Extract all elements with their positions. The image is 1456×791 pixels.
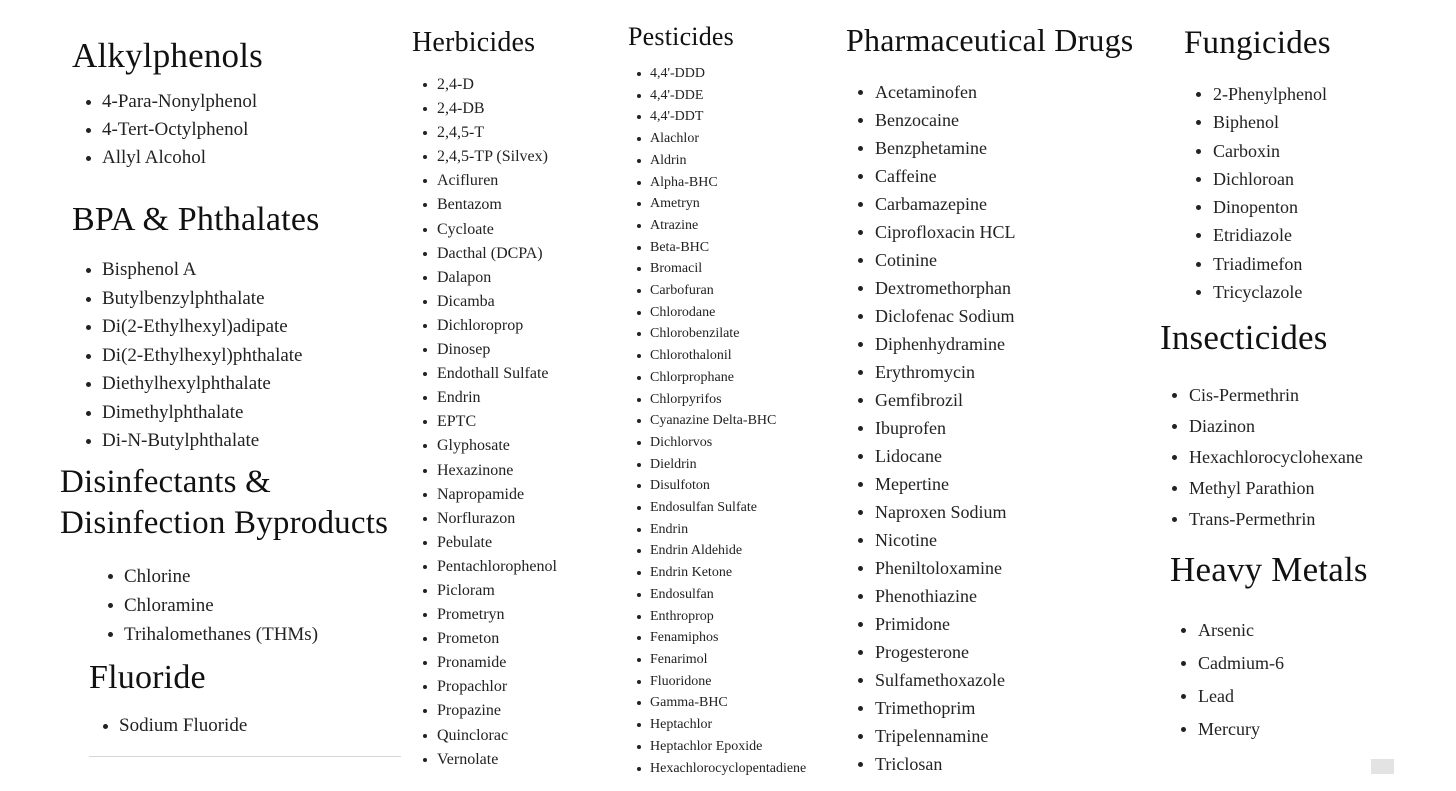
divider xyxy=(89,756,401,757)
list-item: Napropamide xyxy=(437,483,557,507)
contaminant-list xyxy=(119,712,247,740)
list-item: 2,4,5-T xyxy=(437,121,557,145)
list-item: Nicotine xyxy=(875,526,1133,554)
list-item: Fenarimol xyxy=(650,649,806,671)
list-item: Endrin xyxy=(437,386,557,410)
list-item: Alpha-BHC xyxy=(650,172,806,194)
list-item: Allyl Alcohol xyxy=(102,144,263,172)
list-item: 4,4'-DDE xyxy=(650,85,806,107)
section-insecticides xyxy=(1160,318,1363,535)
list-item: Gamma-BHC xyxy=(650,692,806,714)
list-item: Lead xyxy=(1198,680,1368,713)
list-item: Bentazom xyxy=(437,193,557,217)
list-item: 2,4,5-TP (Silvex) xyxy=(437,145,557,169)
list-item: Dimethylphthalate xyxy=(102,399,320,428)
list-item: Chlorodane xyxy=(650,302,806,324)
list-item: Butylbenzylphthalate xyxy=(102,285,320,314)
list-item: Alachlor xyxy=(650,128,806,150)
list-item: Acifluren xyxy=(437,169,557,193)
list-item: Atrazine xyxy=(650,215,806,237)
section-herbicides xyxy=(412,26,557,772)
list-item: Heptachlor Epoxide xyxy=(650,736,806,758)
list-item: Chlorprophane xyxy=(650,367,806,389)
list-item: Trihalomethanes (THMs) xyxy=(124,620,388,649)
list-item: Prometryn xyxy=(437,603,557,627)
list-item: Endothall Sulfate xyxy=(437,362,557,386)
list-item: Ametryn xyxy=(650,193,806,215)
list-item: Hexachlorocyclopentadiene xyxy=(650,758,806,780)
section-title-line-2: Disinfection Byproducts xyxy=(60,505,389,541)
list-item: Trimethoprim xyxy=(875,694,1133,722)
list-item: Disulfoton xyxy=(650,475,806,497)
list-item: 2-Phenylphenol xyxy=(1213,80,1331,108)
list-item: Primidone xyxy=(875,610,1133,638)
section-fungicides xyxy=(1184,24,1331,306)
section-title: Insecticides xyxy=(1160,318,1328,357)
list-item: Prometon xyxy=(437,627,557,651)
list-item: Carbamazepine xyxy=(875,190,1133,218)
section-title: Fungicides xyxy=(1184,25,1331,61)
list-item: Chlorine xyxy=(124,562,388,591)
list-item: Sodium Fluoride xyxy=(119,712,247,740)
list-item: 2,4-D xyxy=(437,73,557,97)
section-title: Fluoride xyxy=(89,659,206,696)
section-bpa-phthalates xyxy=(72,200,320,456)
list-item: Lidocane xyxy=(875,442,1133,470)
list-item: Propazine xyxy=(437,699,557,723)
list-item: Di(2-Ethylhexyl)phthalate xyxy=(102,342,320,371)
section-pesticides xyxy=(628,22,806,779)
list-item: Naproxen Sodium xyxy=(875,498,1133,526)
section-title-line-1: Disinfectants & xyxy=(60,464,272,500)
list-item: Carboxin xyxy=(1213,137,1331,165)
list-item: EPTC xyxy=(437,410,557,434)
list-item: Chlorothalonil xyxy=(650,345,806,367)
list-item: Biphenol xyxy=(1213,108,1331,136)
list-item: 4,4'-DDT xyxy=(650,106,806,128)
list-item: Dextromethorphan xyxy=(875,274,1133,302)
contaminant-list xyxy=(124,562,388,649)
contaminant-list xyxy=(102,88,263,172)
list-item: Mercury xyxy=(1198,713,1368,746)
list-item: Diclofenac Sodium xyxy=(875,302,1133,330)
list-item: Beta-BHC xyxy=(650,237,806,259)
list-item: Vernolate xyxy=(437,748,557,772)
list-item: Ciprofloxacin HCL xyxy=(875,218,1133,246)
list-item: Quinclorac xyxy=(437,724,557,748)
list-item: Di-N-Butylphthalate xyxy=(102,427,320,456)
section-title: Pesticides xyxy=(628,22,734,51)
list-item: Dichloroprop xyxy=(437,314,557,338)
list-item: Cotinine xyxy=(875,246,1133,274)
contaminant-list xyxy=(1198,614,1368,746)
list-item: Acetaminofen xyxy=(875,78,1133,106)
list-item: Hexazinone xyxy=(437,459,557,483)
list-item: Dinopenton xyxy=(1213,193,1331,221)
section-title: BPA & Phthalates xyxy=(72,201,320,238)
list-item: Benzocaine xyxy=(875,106,1133,134)
list-item: Fenamiphos xyxy=(650,627,806,649)
list-item: Pentachlorophenol xyxy=(437,555,557,579)
list-item: Norflurazon xyxy=(437,507,557,531)
list-item: Picloram xyxy=(437,579,557,603)
list-item: Erythromycin xyxy=(875,358,1133,386)
list-item: Benzphetamine xyxy=(875,134,1133,162)
list-item: Hexachlorocyclohexane xyxy=(1189,442,1363,473)
list-item: Dacthal (DCPA) xyxy=(437,242,557,266)
list-item: Bromacil xyxy=(650,258,806,280)
list-item: Pheniltoloxamine xyxy=(875,554,1133,582)
list-item: Caffeine xyxy=(875,162,1133,190)
contaminant-list xyxy=(102,256,320,456)
list-item: Diphenhydramine xyxy=(875,330,1133,358)
list-item: Chloramine xyxy=(124,591,388,620)
section-fluoride xyxy=(89,658,247,740)
list-item: Tricyclazole xyxy=(1213,278,1331,306)
list-item: Dalapon xyxy=(437,266,557,290)
list-item: Triadimefon xyxy=(1213,250,1331,278)
list-item: 4,4'-DDD xyxy=(650,63,806,85)
list-item: Tripelennamine xyxy=(875,722,1133,750)
list-item: Triclosan xyxy=(875,750,1133,778)
section-heavy-metals xyxy=(1170,550,1368,746)
contaminant-list xyxy=(1189,380,1363,535)
list-item: Pebulate xyxy=(437,531,557,555)
list-item: Endosulfan xyxy=(650,584,806,606)
list-item: Chlorpyrifos xyxy=(650,389,806,411)
list-item: Enthroprop xyxy=(650,606,806,628)
list-item: Cycloate xyxy=(437,218,557,242)
corner-widget xyxy=(1371,759,1394,774)
list-item: Heptachlor xyxy=(650,714,806,736)
list-item: Mepertine xyxy=(875,470,1133,498)
list-item: Dichloroan xyxy=(1213,165,1331,193)
list-item: Dinosep xyxy=(437,338,557,362)
list-item: Chlorobenzilate xyxy=(650,323,806,345)
section-title: Herbicides xyxy=(412,27,536,58)
list-item: Carbofuran xyxy=(650,280,806,302)
contaminant-list xyxy=(1213,80,1331,306)
list-item: Trans-Permethrin xyxy=(1189,504,1363,535)
list-item: Glyphosate xyxy=(437,434,557,458)
list-item: Cadmium-6 xyxy=(1198,647,1368,680)
list-item: Methyl Parathion xyxy=(1189,473,1363,504)
section-title: Alkylphenols xyxy=(72,36,264,75)
list-item: Aldrin xyxy=(650,150,806,172)
list-item: 4-Para-Nonylphenol xyxy=(102,88,263,116)
list-item: Ibuprofen xyxy=(875,414,1133,442)
list-item: Arsenic xyxy=(1198,614,1368,647)
section-title: Pharmaceutical Drugs xyxy=(846,22,1134,58)
list-item: Sulfamethoxazole xyxy=(875,666,1133,694)
list-item: Dichlorvos xyxy=(650,432,806,454)
list-item: Phenothiazine xyxy=(875,582,1133,610)
list-item: Endrin xyxy=(650,519,806,541)
section-alkylphenols xyxy=(72,36,263,172)
list-item: Fluoridone xyxy=(650,671,806,693)
section-disinfectants xyxy=(60,462,388,649)
contaminant-list xyxy=(650,63,806,779)
list-item: Endrin Ketone xyxy=(650,562,806,584)
section-title: Heavy Metals xyxy=(1170,550,1368,589)
list-item: Diazinon xyxy=(1189,411,1363,442)
list-item: Cis-Permethrin xyxy=(1189,380,1363,411)
list-item: Pronamide xyxy=(437,651,557,675)
list-item: Propachlor xyxy=(437,675,557,699)
list-item: Progesterone xyxy=(875,638,1133,666)
list-item: Dieldrin xyxy=(650,454,806,476)
list-item: Diethylhexylphthalate xyxy=(102,370,320,399)
list-item: Cyanazine Delta-BHC xyxy=(650,410,806,432)
contaminant-list xyxy=(875,78,1133,778)
list-item: 4-Tert-Octylphenol xyxy=(102,116,263,144)
section-pharmaceutical-drugs xyxy=(846,22,1133,778)
list-item: 2,4-DB xyxy=(437,97,557,121)
list-item: Gemfibrozil xyxy=(875,386,1133,414)
list-item: Etridiazole xyxy=(1213,221,1331,249)
contaminant-list xyxy=(437,73,557,772)
list-item: Endrin Aldehide xyxy=(650,540,806,562)
list-item: Bisphenol A xyxy=(102,256,320,285)
list-item: Di(2-Ethylhexyl)adipate xyxy=(102,313,320,342)
list-item: Endosulfan Sulfate xyxy=(650,497,806,519)
list-item: Dicamba xyxy=(437,290,557,314)
